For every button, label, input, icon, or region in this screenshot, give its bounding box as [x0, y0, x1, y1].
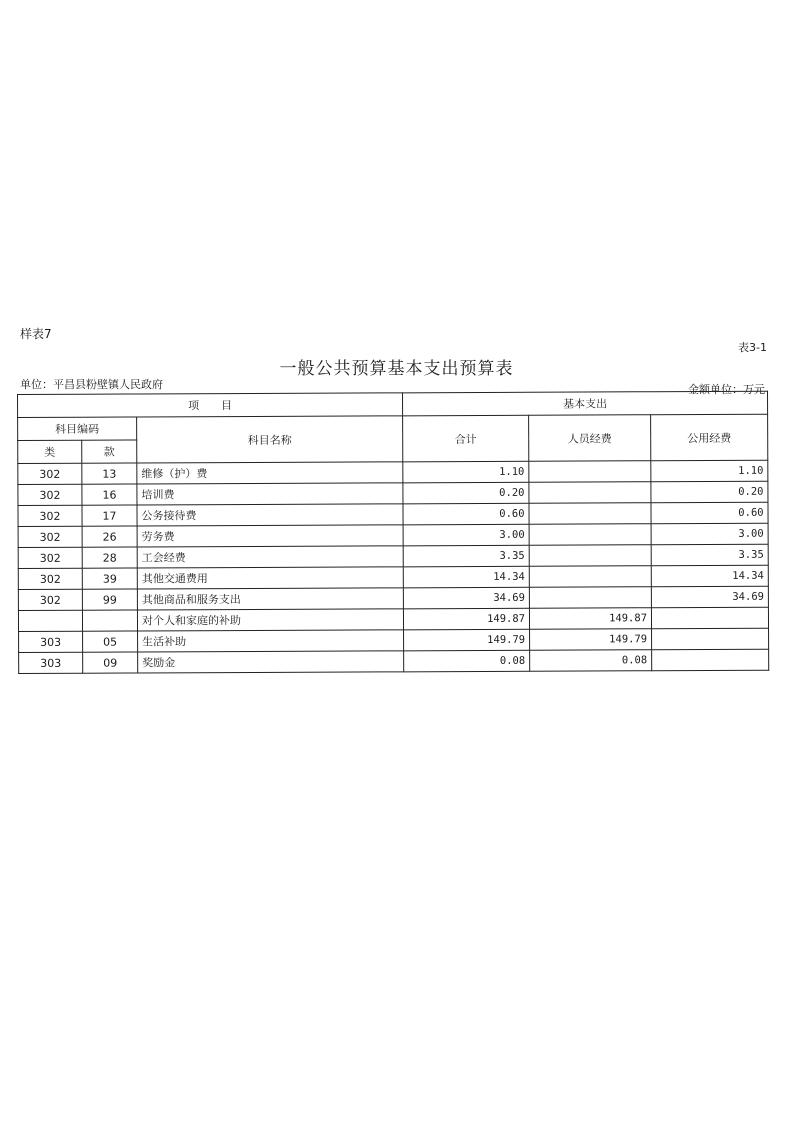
total-cell: 149.79	[404, 629, 530, 651]
subject-name-cell: 其他商品和服务支出	[137, 588, 403, 610]
subject-code-header: 科目编码	[18, 417, 137, 441]
basic-expense-header: 基本支出	[403, 391, 768, 416]
total-cell: 34.69	[403, 587, 529, 609]
class-cell: 303	[19, 631, 83, 652]
item-header: 款	[82, 440, 137, 463]
subject-name-header: 科目名称	[137, 416, 403, 463]
class-cell: 302	[18, 484, 82, 505]
personnel-cell: 149.79	[530, 629, 652, 651]
personnel-cell: 149.87	[529, 608, 651, 630]
class-cell: 302	[18, 568, 82, 589]
total-cell: 0.08	[404, 650, 530, 672]
item-cell: 09	[83, 652, 138, 673]
subject-name-cell: 维修（护）费	[137, 462, 403, 484]
total-cell: 0.20	[403, 482, 529, 504]
subject-name-cell: 对个人和家庭的补助	[137, 609, 403, 631]
total-cell: 14.34	[403, 566, 529, 588]
page-title: 一般公共预算基本支出预算表	[279, 359, 514, 379]
subject-name-cell: 生活补助	[138, 630, 404, 652]
total-header: 合计	[403, 415, 529, 462]
public-cell: 0.60	[651, 502, 768, 524]
personnel-cell	[529, 587, 651, 609]
subject-name-cell: 培训费	[137, 483, 403, 505]
public-cell: 3.00	[651, 523, 768, 545]
public-cell	[651, 607, 768, 629]
table-number: 表3-1	[738, 341, 767, 354]
item-cell: 13	[82, 463, 137, 484]
money-unit-label: 金额单位：万元	[688, 383, 765, 396]
item-cell	[82, 610, 137, 631]
public-cell: 34.69	[651, 586, 768, 608]
project-header: 项 目	[18, 393, 403, 418]
public-cell: 14.34	[651, 565, 768, 587]
class-cell	[18, 610, 82, 631]
class-cell: 302	[18, 463, 82, 484]
public-cell: 1.10	[651, 460, 768, 482]
public-cell: 0.20	[651, 481, 768, 503]
item-cell: 16	[82, 484, 137, 505]
item-cell: 39	[82, 568, 137, 589]
class-header: 类	[18, 440, 82, 463]
personnel-cell	[529, 503, 651, 525]
personnel-header: 人员经费	[529, 415, 651, 462]
personnel-cell	[529, 461, 651, 483]
total-cell: 0.60	[403, 503, 529, 525]
personnel-cell	[529, 545, 651, 567]
item-cell: 28	[82, 547, 137, 568]
class-cell: 302	[18, 547, 82, 568]
subject-name-cell: 劳务费	[137, 525, 403, 547]
item-cell: 26	[82, 526, 137, 547]
personnel-cell: 0.08	[530, 650, 652, 672]
public-cell: 3.35	[651, 544, 768, 566]
total-cell: 3.35	[403, 545, 529, 567]
total-cell: 3.00	[403, 524, 529, 546]
class-cell: 302	[18, 505, 82, 526]
total-cell: 149.87	[403, 608, 529, 630]
class-cell: 303	[19, 652, 83, 673]
item-cell: 99	[82, 589, 137, 610]
personnel-cell	[529, 482, 651, 504]
table-row	[19, 649, 769, 673]
subject-name-cell: 工会经费	[137, 546, 403, 568]
personnel-cell	[529, 566, 651, 588]
unit-label: 单位：平昌县粉壁镇人民政府	[20, 378, 163, 391]
class-cell: 302	[18, 526, 82, 547]
sample-label: 样表7	[20, 327, 52, 341]
subject-name-cell: 公务接待费	[137, 504, 403, 526]
class-cell: 302	[18, 589, 82, 610]
public-cell	[652, 649, 769, 671]
item-cell: 05	[83, 631, 138, 652]
total-cell: 1.10	[403, 461, 529, 483]
public-header: 公用经费	[651, 414, 768, 461]
public-cell	[652, 628, 769, 650]
subject-name-cell: 其他交通费用	[137, 567, 403, 589]
personnel-cell	[529, 524, 651, 546]
subject-name-cell: 奖励金	[138, 651, 404, 673]
budget-table	[17, 391, 769, 674]
item-cell: 17	[82, 505, 137, 526]
